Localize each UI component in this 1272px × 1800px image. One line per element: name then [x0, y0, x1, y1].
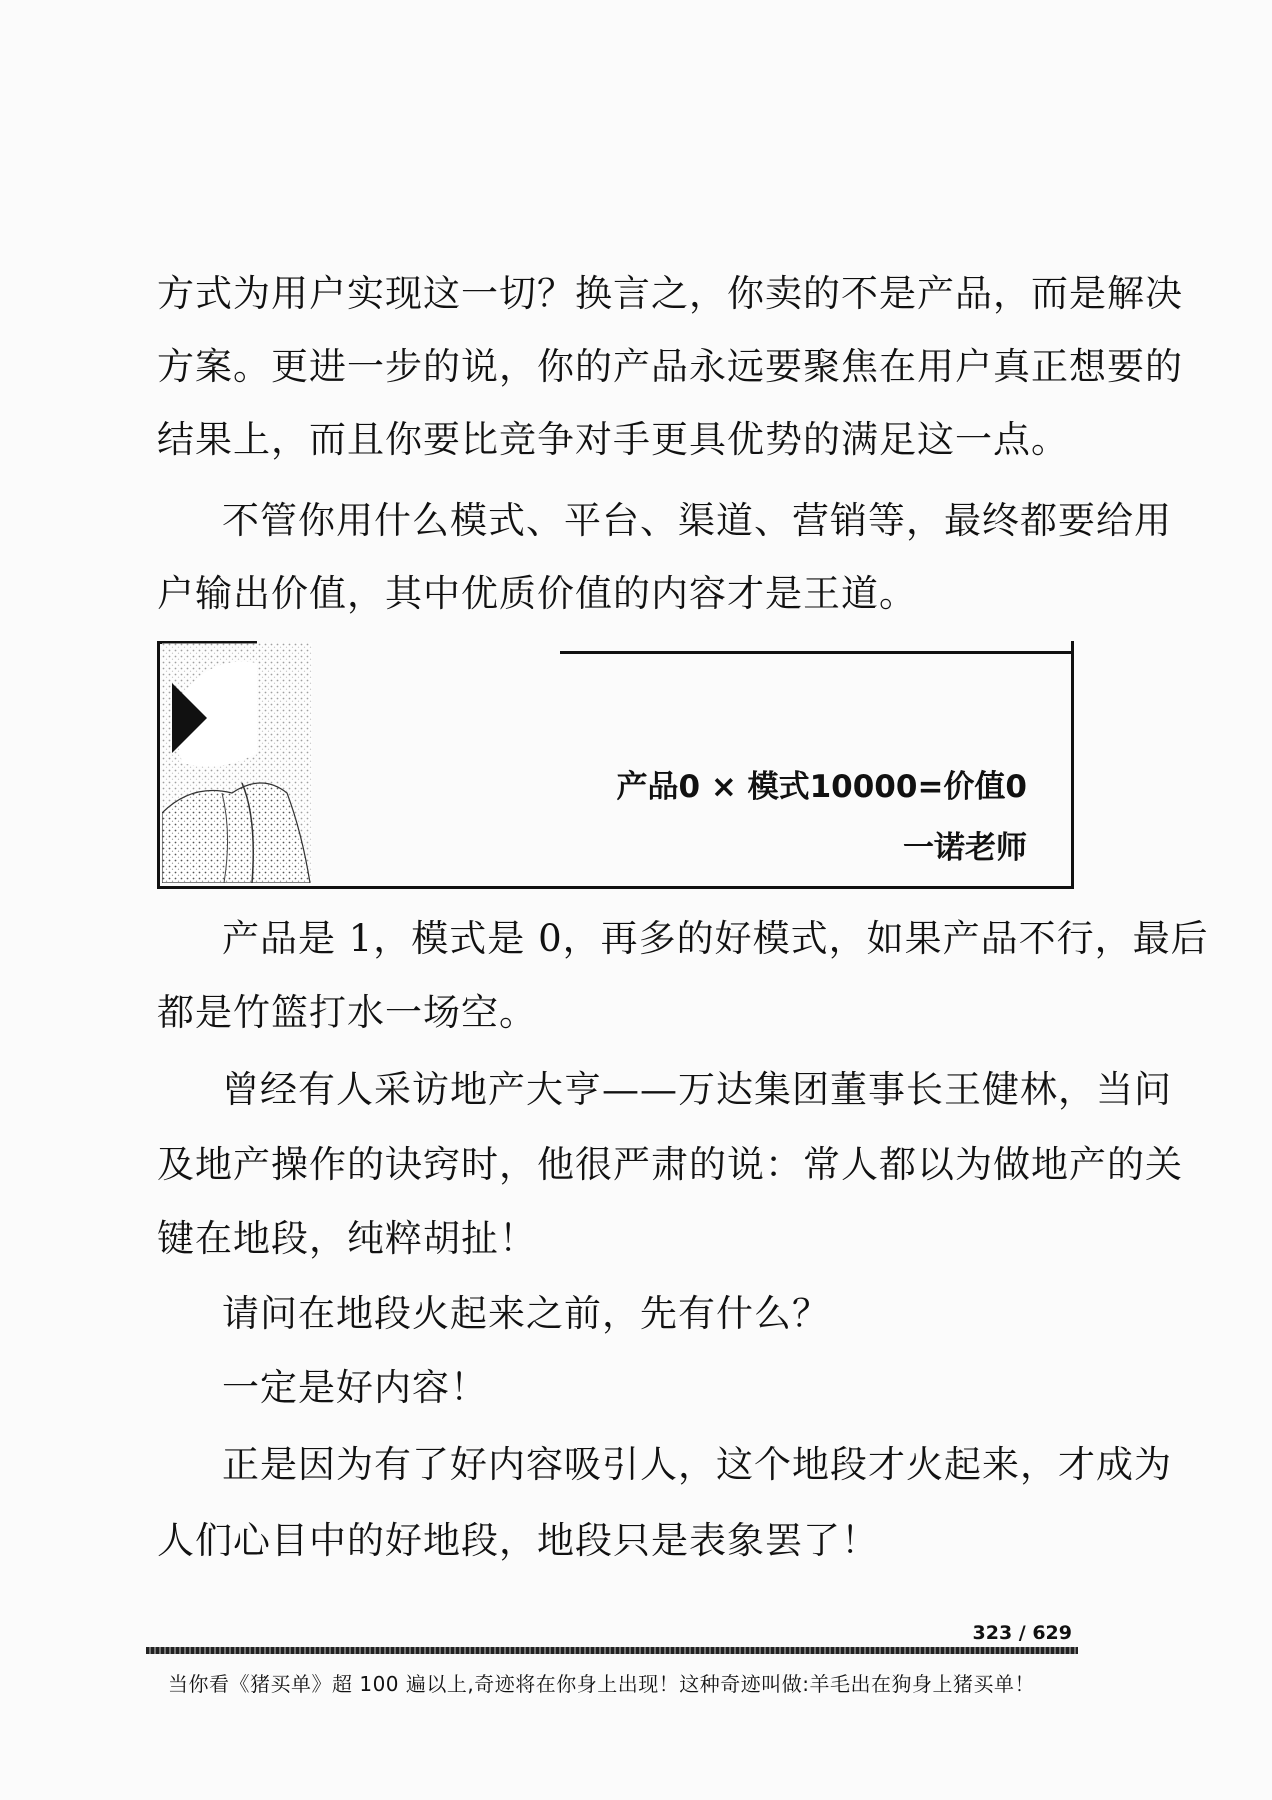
text-line: 产品是 1，模式是 0，再多的好模式，如果产品不行，最后 [222, 917, 1209, 960]
author-portrait-image [162, 643, 312, 883]
text-line: 正是因为有了好内容吸引人，这个地段才火起来，才成为 [222, 1443, 1172, 1486]
text-line: 方案。更进一步的说，你的产品永远要聚焦在用户真正想要的 [157, 345, 1183, 388]
text-line: 一定是好内容！ [222, 1366, 488, 1409]
text-line: 方式为用户实现这一切？换言之，你卖的不是产品，而是解决 [157, 272, 1183, 315]
text-line: 不管你用什么模式、平台、渠道、营销等，最终都要给用 [222, 499, 1172, 542]
text-line: 户输出价值，其中优质价值的内容才是王道。 [157, 572, 917, 615]
text-line: 曾经有人采访地产大亨——万达集团董事长王健林，当问 [222, 1068, 1172, 1111]
quote-box [157, 641, 1074, 889]
quote-formula: 产品0 × 模式10000=价值0 [616, 769, 1027, 805]
text-line: 及地产操作的诀窍时，他很严肃的说：常人都以为做地产的关 [157, 1143, 1183, 1186]
footer-note: 当你看《猪买单》超 100 遍以上,奇迹将在你身上出现！这种奇迹叫做:羊毛出在狗身上猪买单！ [168, 1672, 1035, 1696]
footer-divider [146, 1647, 1078, 1654]
text-line: 人们心目中的好地段，地段只是表象罢了！ [157, 1519, 879, 1562]
text-line: 结果上，而且你要比竞争对手更具优势的满足这一点。 [157, 418, 1069, 461]
page-number: 323 / 629 [972, 1622, 1072, 1644]
text-line: 都是竹篮打水一场空。 [157, 991, 537, 1034]
text-line: 请问在地段火起来之前，先有什么？ [222, 1292, 830, 1335]
text-line: 键在地段，纯粹胡扯！ [157, 1217, 537, 1260]
quote-author: 一诺老师 [903, 830, 1027, 866]
